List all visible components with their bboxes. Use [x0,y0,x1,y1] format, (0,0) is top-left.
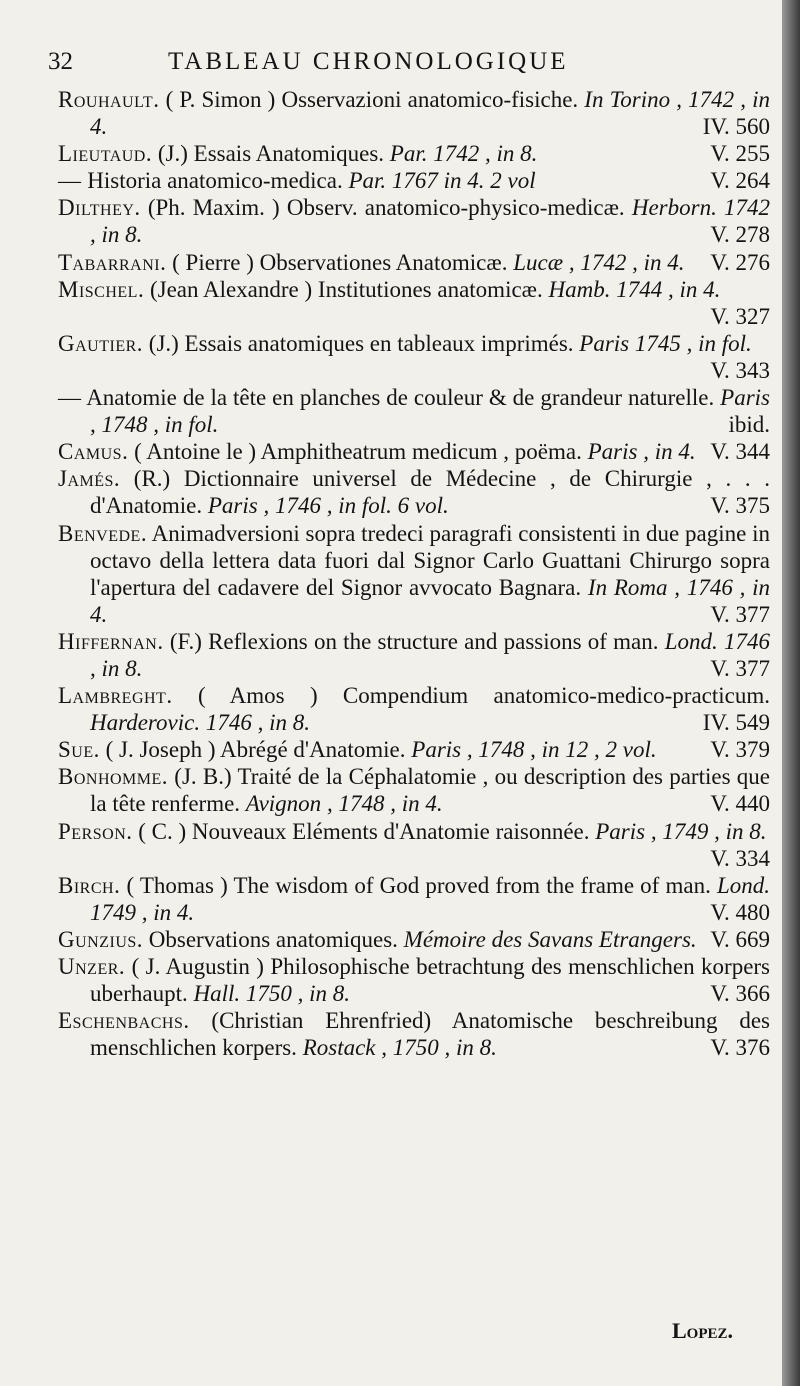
entry-volume-ref: V. 276 [710,249,770,275]
entry-volume-ref: V. 344 [710,439,770,465]
entry-imprint: , 1746 , in fol. 6 vol. [263,493,449,519]
bibliography-entry [58,384,770,438]
entry-volume-ref: V. 264 [710,168,770,194]
entry-place: Lucæ [513,249,564,275]
bibliography-entry [58,194,770,248]
bibliography-entry [58,682,770,736]
entry-title: Historia anatomico-medica. [87,168,343,194]
entry-imprint: 1745 , in fol. [634,330,752,356]
entry-place: Harderovic. [90,710,201,736]
bibliography-entry [58,438,770,465]
entry-title: (R.) Dictionnaire universel de Médecine , de Chirurgie , . . . d'Anatomie. [90,466,771,519]
entry-imprint: 1749 , in 4. [90,899,195,925]
entry-imprint: 1750 , in 8. [245,981,350,1007]
entry-author: Unzer. [58,954,126,979]
bibliography-entry [58,736,770,763]
entry-place: Hall. [193,981,241,1007]
entry-volume-ref: V. 327 [710,303,770,329]
entry-title: ( J. Augustin ) Philosophische betrachtung des menschlichen korpers uberhaupt. [90,954,771,1007]
entry-volume-ref: V. 376 [710,1035,770,1061]
entry-imprint: , 1750 , in 8. [381,1035,497,1061]
bibliography-entry [58,628,770,682]
entry-volume-ref: V. 377 [710,601,770,627]
entry-author: Gunzius. [58,926,144,952]
bibliography-entry [58,953,770,1007]
entry-title: (Christian Ehrenfried) Anatomische beschreibung des menschlichen korpers. [90,1008,771,1061]
entry-place: Par. [348,168,387,194]
entry-imprint: , 1746 , in 4. [90,574,771,627]
entry-title: (F.) Reflexions on the structure and passions of man. [169,628,659,654]
entry-imprint: , 1748 , in fol. [90,412,219,438]
entry-author: Camus. [58,439,129,465]
entry-author: Jamés. [58,466,121,492]
entry-title: ( C. ) Nouveaux Eléments d'Anatomie raisonnée. [138,818,590,844]
entry-author: Person. [58,818,133,844]
entry-title: (J.) Essais Anatomiques. [157,141,385,167]
entry-place: Herborn. [631,195,717,221]
entry-title: ( Amos ) Compendium anatomico-medico-practicum. [197,683,770,709]
page-number: 32 [48,48,73,75]
entry-imprint: , 1748 , in 12 , 2 vol. [466,737,657,763]
entry-volume-ref: IV. 560 [702,114,770,140]
bibliography-entry [58,872,770,926]
entry-imprint: , in 4. [643,439,696,465]
bibliography-entry [58,818,770,872]
entry-title: (J. B.) Traité de la Céphalatomie , ou description des parties que la tête renferme. [90,764,770,817]
entry-place: Paris [587,439,638,465]
entry-place: In Torino [584,87,671,112]
entry-title: Animadversioni sopra tredeci paragrafi consistenti in due pagine in octavo della lettera data fuori dal Signor Carlo Guattani Chirurgo sopra l'apertura del cadavere del Signor avvocato Bagnara. [90,520,771,600]
entry-imprint: , 1748 , in 4. [326,791,443,817]
bibliography-entry [58,249,770,276]
bibliography-entry [58,1007,770,1061]
entry-imprint: 1746 , in 8. [90,628,771,681]
bibliography-entry [58,276,770,330]
entry-imprint: , 1742 , in 4. [90,87,770,140]
entry-author: Rouhault. [58,87,160,112]
entry-author: Bonhomme. [58,764,169,790]
entry-place: Paris [720,385,771,411]
entry-title: Anatomie de la tête en planches de couleur & de grandeur naturelle. [86,385,715,411]
entry-title: Observations anatomiques. [148,926,398,952]
entry-author: Lambreght. [58,683,173,709]
entry-imprint: 1744 , in 4. [616,276,721,302]
entry-author: Tabarrani. [58,249,167,275]
entry-title: (Ph. Maxim. ) Observ. anatomico-physico-medicæ. [147,195,625,221]
entry-place: Paris [411,737,462,763]
entry-title: ( J. Joseph ) Abrégé d'Anatomie. [105,737,406,763]
entry-volume-ref: V. 343 [710,357,770,383]
entry-author: — [58,168,82,194]
entry-author: Hiffernan. [58,628,164,654]
entry-imprint: 1742 , in 8. [433,141,538,167]
entry-imprint: , 1749 , in 8. [650,818,767,844]
entry-volume-ref: V. 440 [710,791,770,817]
entry-volume-ref: V. 375 [710,493,770,519]
entry-imprint: 1746 , in 8. [205,710,310,736]
entry-list [58,86,770,1061]
entry-volume-ref: IV. 549 [702,710,770,736]
bibliography-entry [58,330,770,384]
entry-place: Paris [207,493,258,519]
entry-title: ( Antoine le ) Amphitheatrum medicum , poëma. [134,439,582,465]
entry-place: Avignon [245,791,322,817]
entry-place: Lond. [664,628,718,654]
entry-author: Dilthey. [58,195,141,221]
bibliography-entry [58,465,770,519]
page-title: TABLEAU CHRONOLOGIQUE [168,48,569,75]
bibliography-entry [58,167,770,194]
entry-title: ( Pierre ) Observationes Anatomicæ. [172,249,508,275]
entry-place: Rostack [302,1035,376,1061]
entry-imprint: , 1742 , in 4. [568,249,685,275]
entry-title: ( Thomas ) The wisdom of God proved from the frame of man. [126,872,711,898]
entry-volume-ref: V. 377 [710,655,770,681]
entry-author: Lieutaud. [58,141,153,167]
entry-place: Lond. [716,872,771,898]
entry-author: — [58,385,82,411]
bibliography-entry [58,140,770,167]
entry-title: ( P. Simon ) Osservazioni anatomico-fisiche. [165,87,579,112]
entry-author: Gautier. [58,330,144,356]
entry-place: Hamb. [548,276,611,302]
entry-volume-ref: V. 379 [710,737,770,763]
entry-place: Par. [389,141,428,167]
entry-volume-ref: ibid. [728,412,770,438]
page-edge [782,0,800,1386]
entry-volume-ref: V. 334 [710,845,770,871]
entry-author: Eschenbachs. [58,1008,190,1034]
entry-imprint: 1767 in 4. 2 vol [391,168,536,194]
entry-volume-ref: V. 366 [710,981,770,1007]
bibliography-entry [58,926,770,953]
entry-volume-ref: V. 669 [710,926,770,952]
entry-volume-ref: V. 278 [710,222,770,248]
bibliography-entry [58,763,770,817]
entry-title: (Jean Alexandre ) Institutiones anatomicæ. [149,276,543,302]
bibliography-entry [58,520,770,628]
entry-volume-ref: V. 255 [710,141,770,167]
entry-place: In Roma [587,574,668,600]
bibliography-entry [58,86,770,140]
page-header [48,44,768,84]
entry-imprint: 1742 , in 8. [90,195,771,248]
entry-author: Benvede. [58,520,148,546]
entry-place: Paris [595,818,646,844]
entry-place: Paris [579,330,630,356]
entry-title: (J.) Essais anatomiques en tableaux imprimés. [148,330,574,356]
entry-author: Sue. [58,737,100,763]
entry-volume-ref: V. 480 [710,899,770,925]
entry-place: Mémoire des Savans Etrangers. [403,926,697,952]
entry-author: Mischel. [58,276,145,302]
catchword: Lopez. [672,1318,734,1343]
entry-author: Birch. [58,872,121,898]
